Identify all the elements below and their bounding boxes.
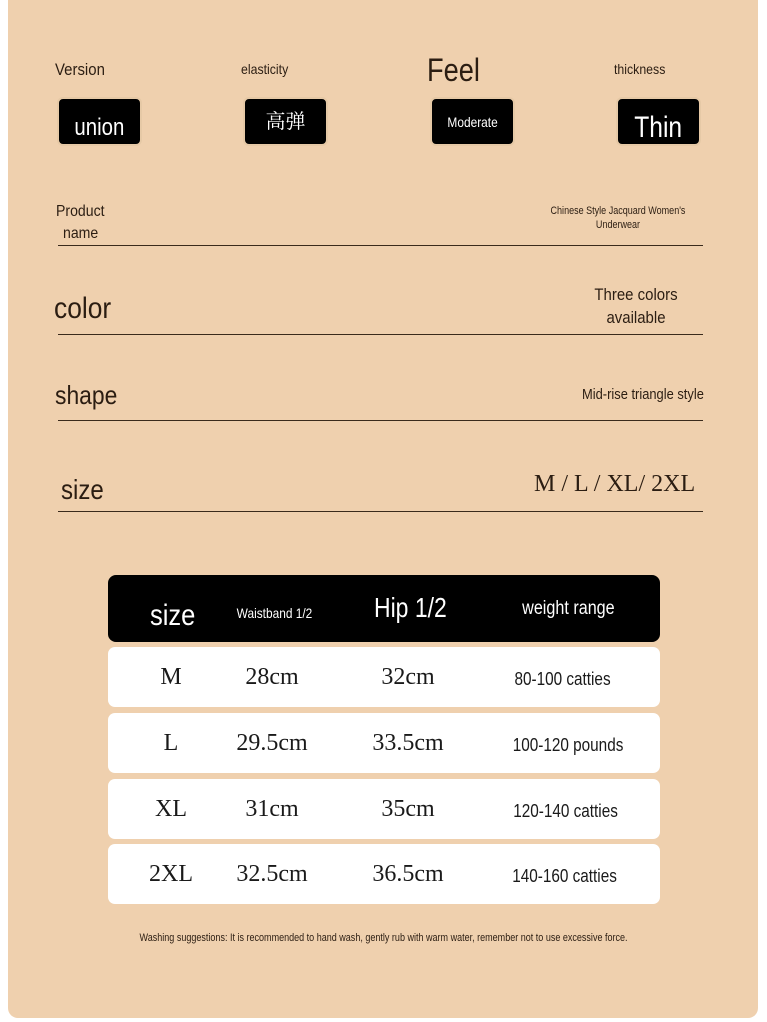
table-row xyxy=(108,779,660,839)
product-name-label-line2: name xyxy=(63,225,99,242)
header-size: size xyxy=(150,598,196,632)
cell-waistband: 29.5cm xyxy=(236,729,308,756)
size-value: M / L / XL/ 2XL xyxy=(534,471,696,497)
attr-value-version: union xyxy=(74,113,125,141)
table-row xyxy=(108,647,660,707)
cell-size: 2XL xyxy=(149,860,193,887)
divider-product-name xyxy=(58,245,703,246)
cell-waistband: 28cm xyxy=(245,663,299,690)
product-name-value-line2: Underwear xyxy=(595,219,641,231)
cell-weight: 140-160 catties xyxy=(512,865,618,886)
header-hip: Hip 1/2 xyxy=(374,591,447,623)
color-value-line1: Three colors xyxy=(594,285,678,304)
divider-shape xyxy=(58,420,703,421)
cell-size: M xyxy=(160,663,182,690)
cell-hip: 35cm xyxy=(381,795,435,822)
attr-value-thickness: Thin xyxy=(634,110,683,144)
cell-size: L xyxy=(163,729,179,756)
table-row xyxy=(108,844,660,904)
divider-size xyxy=(58,511,703,512)
cell-size: XL xyxy=(155,795,187,822)
cell-hip: 32cm xyxy=(381,663,435,690)
attr-label-elasticity: elasticity xyxy=(241,61,289,77)
cell-waistband: 32.5cm xyxy=(236,860,308,887)
divider-color xyxy=(58,334,703,335)
shape-value: Mid-rise triangle style xyxy=(582,386,704,403)
attr-badge-version xyxy=(57,97,142,146)
product-name-value-line1: Chinese Style Jacquard Women's xyxy=(550,205,686,217)
size-table-header xyxy=(108,575,660,642)
attr-label-version: Version xyxy=(55,60,105,79)
cell-hip: 36.5cm xyxy=(372,860,444,887)
color-label: color xyxy=(54,292,112,325)
size-label: size xyxy=(61,474,104,505)
attr-label-thickness: thickness xyxy=(614,61,666,77)
cell-waistband: 31cm xyxy=(245,795,299,822)
color-value xyxy=(566,285,706,328)
product-name-label: Product xyxy=(56,203,105,220)
cell-hip: 33.5cm xyxy=(372,729,444,756)
attr-value-elasticity: 高弹 xyxy=(265,109,306,133)
shape-label: shape xyxy=(55,380,118,410)
attr-badge-feel xyxy=(430,97,515,146)
header-waistband: Waistband 1/2 xyxy=(236,604,312,621)
color-value-line2: available xyxy=(606,308,666,327)
attr-badge-thickness xyxy=(616,97,701,146)
cell-weight: 80-100 catties xyxy=(514,668,612,689)
washing-note: Washing suggestions: It is recommended to hand wash, gently rub with warm water, remember not to use excessive force. xyxy=(139,932,628,944)
attr-label-feel: Feel xyxy=(427,52,480,88)
table-row xyxy=(108,713,660,773)
cell-weight: 120-140 catties xyxy=(513,800,619,821)
product-name-value xyxy=(528,205,708,231)
attr-badge-elasticity xyxy=(243,97,328,146)
header-weight: weight range xyxy=(521,597,615,619)
attr-value-feel: Moderate xyxy=(447,113,498,130)
cell-weight: 100-120 pounds xyxy=(512,734,624,755)
